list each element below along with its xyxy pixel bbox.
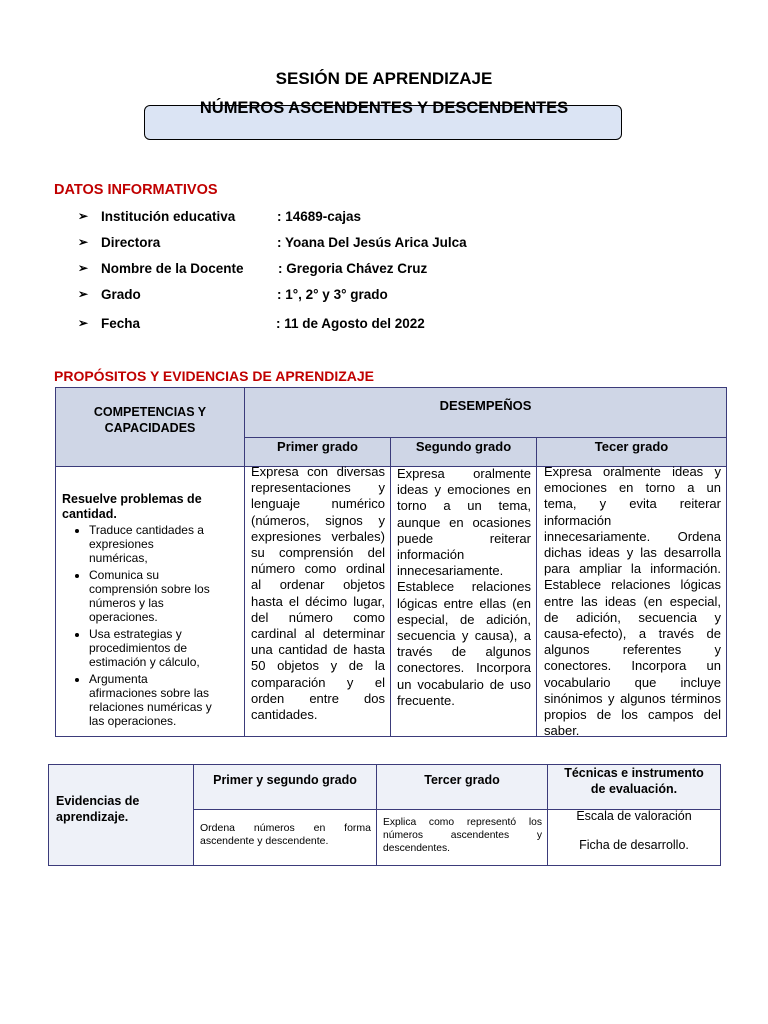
desempeno-cell-2	[390, 466, 537, 737]
evidencias-col2-header	[376, 764, 548, 810]
info-value: : Gregoria Chávez Cruz	[278, 261, 428, 276]
evidencias-col1-header	[193, 764, 377, 810]
desempeno-cell-3	[536, 466, 727, 737]
desempeno-text: Expresa oralmente ideas y emociones en torno a un tema, aunque en ocasiones puede reiterar información innecesariamente. Establece relaciones lógicas entre ellas (en especial, de adición, secuencia y causa), a través de algunos conectores. Incorpora un vocabulario de uso frecuente.	[397, 466, 531, 708]
competencias-header	[55, 387, 245, 467]
info-label: Institución educativa	[101, 209, 236, 224]
capacidad-item: • Usa estrategias y procedimientos de estimación y cálculo,	[89, 627, 212, 669]
evidencias-col3-header	[547, 764, 721, 810]
info-value: : Yoana Del Jesús Arica Julca	[277, 235, 467, 250]
arrow-bullet-icon: ➢	[78, 316, 89, 330]
capacidad-item: • Traduce cantidades a expresiones numéricas,	[89, 523, 212, 565]
datos-informativos-heading: DATOS INFORMATIVOS	[54, 182, 218, 198]
desempeno-text: Expresa con diversas representaciones y lenguaje numérico (números, signos y expresiones verbales) su comprensión del número como ordinal al ordenar objetos hasta el décimo lugar, del número como cardinal al determinar una cantidad de hasta 50 objetos y de la comparación y el orden entre dos cantidades.	[251, 464, 385, 723]
capacidad-item: • Argumenta afirmaciones sobre las relaciones numéricas y las operaciones.	[89, 672, 212, 728]
info-value: : 1°, 2° y 3° grado	[277, 287, 388, 302]
grade-header-label: Tecer grado	[594, 439, 669, 454]
desempeno-cell-1	[244, 466, 391, 737]
evidencias-label: Evidencias de aprendizaje.	[56, 794, 140, 824]
competencias-cell	[55, 466, 245, 737]
desempeno-text: Expresa oralmente ideas y emociones en torno a un tema, y evita reiterar información innecesariamente. Ordena dichas ideas y las desarrolla para ampliar la información. Establece relaciones lógicas entre las ideas (en especial, de adición, secuencia y causa-efecto), a través de algunos referentes y conectores. Incorpora un vocabulario que incluye sinónimos y algunos términos propios de los campos del saber.	[544, 464, 721, 739]
desempenos-header-label: DESEMPEÑOS	[439, 398, 532, 413]
info-label: Directora	[101, 235, 161, 250]
grade-header-3	[536, 437, 727, 467]
capacidad-item: • Comunica su comprensión sobre los números y las operaciones.	[89, 568, 212, 624]
info-label: Grado	[101, 287, 141, 302]
page-title: SESIÓN DE APRENDIZAJE	[275, 69, 493, 88]
arrow-bullet-icon: ➢	[78, 261, 89, 275]
competencia-title: Resuelve problemas de cantidad.	[62, 492, 202, 521]
tecnica-escala: Escala de valoración	[576, 809, 692, 823]
evidencias-col1-label: Primer y segundo grado	[213, 773, 357, 787]
capacidades-list	[62, 523, 212, 728]
evidencias-val1-cell	[193, 809, 377, 866]
grade-header-label: Segundo grado	[415, 439, 512, 454]
evidencias-col3-label: Técnicas e instrumento de evaluación.	[564, 766, 704, 796]
competencia-block	[62, 492, 212, 731]
propositos-heading: PROPÓSITOS Y EVIDENCIAS DE APRENDIZAJE	[54, 368, 375, 384]
evidencias-val2: Explica como representó los números ascendentes y descendentes.	[383, 817, 542, 854]
evidencias-label-cell	[48, 764, 194, 866]
info-label: Nombre de la Docente	[101, 261, 244, 276]
grade-header-2	[390, 437, 537, 467]
grade-header-label: Primer grado	[277, 439, 358, 454]
evidencias-col2-label: Tercer grado	[424, 773, 500, 787]
arrow-bullet-icon: ➢	[78, 287, 89, 301]
competencias-header-label: COMPETENCIAS Y CAPACIDADES	[93, 405, 207, 435]
grade-header-1	[244, 437, 391, 467]
page-subtitle: NÚMEROS ASCENDENTES Y DESCENDENTES	[199, 99, 569, 117]
info-label: Fecha	[101, 316, 141, 331]
arrow-bullet-icon: ➢	[78, 235, 89, 249]
evidencias-table	[48, 764, 721, 866]
tecnica-ficha: Ficha de desarrollo.	[579, 838, 689, 852]
arrow-bullet-icon: ➢	[78, 209, 89, 223]
desempenos-header	[244, 387, 727, 438]
evidencias-val1: Ordena números en forma ascendente y descendente.	[200, 822, 371, 847]
evidencias-val3-cell	[547, 809, 721, 866]
info-value: : 11 de Agosto del 2022	[276, 316, 425, 331]
propositos-table	[55, 387, 727, 737]
evidencias-val2-cell	[376, 809, 548, 866]
info-value: : 14689-cajas	[277, 209, 362, 224]
